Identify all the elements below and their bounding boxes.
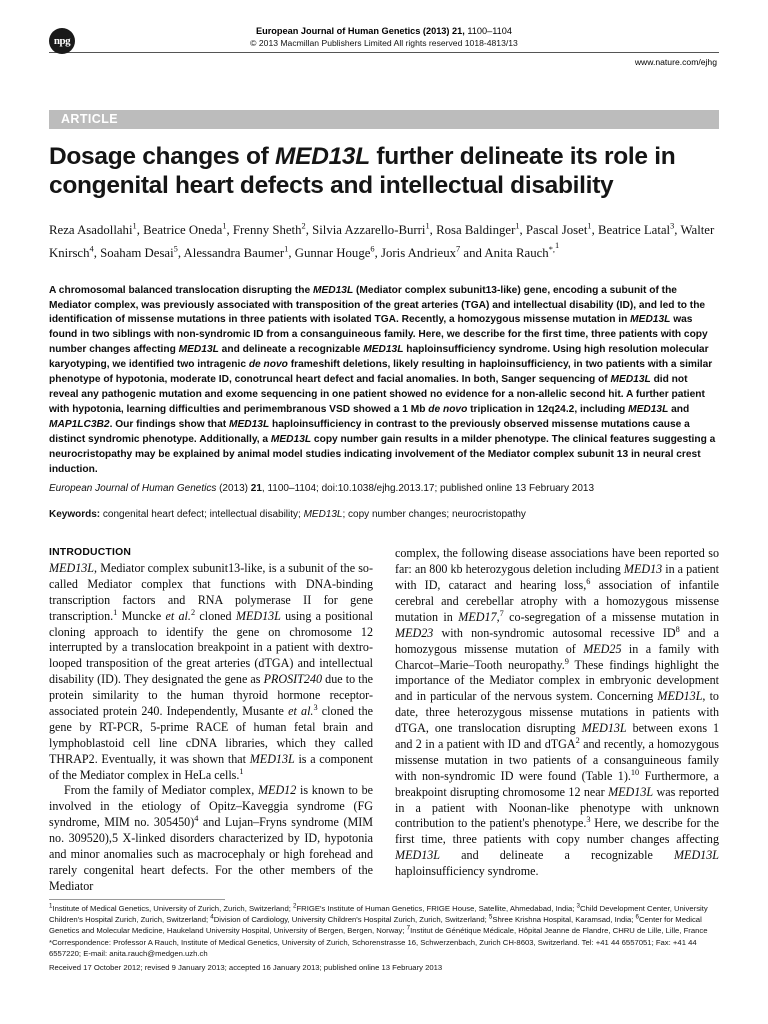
column-left [49, 546, 373, 894]
author-list-text: Reza Asadollahi$^1$, Beatrice Oneda$^1$, Frenny Sheth$^2$, Silvia Azzarello-Burri$^1$, Rosa Baldinger$^1$, Pascal Joset$^1$, Beatrice Latal$^3$, Walter Knirsch$^4$, Soaham Desai$^5$, Alessandra Baumer$^1$, Gunnar Houge$^6$, Joris Andrieux$^7$ and Anita Rauch$^{*,^1}$ [49, 221, 715, 261]
footnotes [49, 899, 719, 974]
journal-citation-line [49, 26, 719, 38]
received-dates: Received 17 October 2012; revised 9 January 2013; accepted 16 January 2013; published online 13 February 2013 [49, 963, 443, 973]
abstract [49, 284, 719, 479]
page-title [49, 143, 719, 201]
title-part-1: Dosage changes of [49, 143, 276, 170]
journal-info [49, 26, 719, 49]
column-right [395, 546, 719, 894]
journal-title: European Journal of Human Genetics (2013) 21, [255, 26, 465, 36]
self-citation-rest: , 1100–1104; doi:10.1038/ejhg.2013.17; published online 13 February 2013 [261, 483, 595, 495]
self-citation-year: (2013) [216, 483, 251, 495]
abstract-text: A chromosomal balanced translocation disrupting the MED13L (Mediator complex subunit13-like) gene, encoding a subunit of the Mediator complex, was previously associated with transposition of the great arteries (TGA) and intellectual disability (ID), and led to the identification of missense mutations in three patients with isolated TGA. Recently, a homozygous missense mutation in MED13L was found in two siblings with non-syndromic ID from a consanguineous family. Here, we describe for the first time, three patients with copy number changes affecting MED13L and delineate a recognizable MED13L haploinsufficiency syndrome. Using high resolution molecular karyotyping, we identified two intragenic de novo frameshift deletions, likely resulting in haploinsufficiency, in two patients with a similar phenotype of hypotonia, moderate ID, conotruncal heart defect and facial anomalies. In both, Sanger sequencing of MED13L did not reveal any pathogenic mutation and exome sequencing in one patient showed no evidence for a non-allelic second hit. A further patient with hypotonia, learning difficulties and perimembranous VSD showed a 1 Mb de novo triplication in 12q24.2, including MED13L and MAP1LC3B2. Our findings show that MED13L haploinsufficiency in contrast to the previously observed missense mutations cause a distinct syndromic phenotype. Additionally, a MED13L copy number gain results in a milder phenotype. The clinical features suggesting a neurocristopathy may be explained by animal model studies indicating involvement of the Mediator complex subunit 13 in neural crest induction. [49, 284, 716, 476]
title-gene-name: MED13L [275, 143, 370, 170]
intro-paragraph-2: From the family of Mediator complex, MED12 is known to be involved in the etiology of Opitz–Kaveggia syndrome (FG syndrome, MIM no. 305450)$^4$ and Lujan–Fryns syndrome (MIM no. 309520),5 X-linked disorders characterized by ID, hypotonia and minor anomalies such as macrocephaly or high forehead and rarely congenital heart defects. For the other members of the Mediator [49, 783, 374, 893]
footnote-divider [49, 899, 225, 900]
keywords-label: Keywords: [49, 509, 101, 521]
correspondence-note: *Correspondence: Professor A Rauch, Institute of Medical Genetics, University of Zurich, Schorenstrasse 16, Schwerzenbach, Zurich CH-8603, Switzerland. Tel: +41 44 6557051; Fax: +41 44 6557220; E-mail: anita.rauch@medgen.uzh.ch [49, 938, 697, 959]
self-citation-journal: European Journal of Human Genetics [49, 483, 217, 495]
author-list [49, 221, 719, 264]
article-type-label: ARTICLE [61, 112, 118, 126]
keywords-text: congenital heart defect; intellectual disability; MED13L; copy number changes; neurocristopathy [100, 509, 526, 521]
journal-weburl: www.nature.com/ejhg [634, 56, 717, 67]
intro-paragraph-1: MED13L, Mediator complex subunit13-like, is a subunit of the so-called Mediator complex that functions with DNA-binding transcription factors and RNA polymerase II for gene transcription.$^1$ Muncke et al.$^2$ cloned MED13L using a positional cloning approach to identify the gene on chromosome 12 interrupted by a translocation breakpoint in a patient with dextro-looped transposition of the great arteries (dTGA) and intellectual disability (ID). They designated the gene as PROSIT240 due to the protein similarity to the human thyroid hormone receptor-associated protein 240. Independently, Musante et al.$^3$ cloned the gene by RT-PCR, 5-prime RACE of human fetal brain and lymphoblastoid cell line cDNA libraries, which they called THRAP2. Eventually, it was shown that MED13L is a component of the Mediator complex in HeLa cells.$^1$ [49, 560, 373, 782]
self-citation-volume: 21 [250, 483, 262, 495]
self-citation [49, 483, 719, 494]
masthead [49, 0, 719, 88]
section-heading-introduction: INTRODUCTION [49, 547, 132, 559]
keywords [49, 509, 719, 520]
article-type-banner [49, 110, 719, 129]
title-part-2: further delineate its role in congenital heart defects and intellectual disability [49, 143, 676, 199]
journal-copyright: © 2013 Macmillan Publishers Limited All rights reserved 1018-4813/13 [250, 37, 518, 48]
intro-paragraph-3: complex, the following disease associations have been reported so far: an 800 kb heterozygous deletion including MED13 in a patient with ID, cataract and hearing loss,$^6$ association of infantile cerebral and cerebellar atrophy with a homozygous missense mutation in MED17,$^7$ co-segregation of a missense mutation in MED23 with non-syndromic autosomal recessive $ID^8$ and a homozygous missense mutation of MED25 in a family with Charcot–Marie–Tooth neuropathy.$^9$ These findings highlight the importance of the Mediator complex in embryonic development and in particular of the nervous system. Concerning MED13L, to date, three heterozygous missense mutations in patients with dTGA, one translocation disrupting MED13L between exons 1 and 2 in a patient with ID and dTGA$^2$ and recently, a homozygous missense mutation in two patients of a consanguineous family with non-syndromic ID were found (Table 1).$^{10}$ Furthermore, a breakpoint disrupting chromosome 12 near MED13L was reported in a patient with Noonan-like phenotype with unknown contribution to the patient's phenotype.$^3$ Here, we describe for the first time, three patients with copy number changes affecting MED13L and delineate a recognizable MED13L haploinsufficiency syndrome. [395, 546, 720, 879]
author-affiliations: $^1$Institute of Medical Genetics, University of Zurich, Zurich, Switzerland; $^2$FRIGE's Institute of Human Genetics, FRIGE House, Satellite, Ahmedabad, India; $^3$Child Development Center, University Children's Hospital Zurich, Zurich, Switzerland; $^4$Division of Cardiology, University Children's Hospital Zurich, Zurich, Switzerland; $^5$Shree Krishna Hospital, Karamsad, India; $^6$Center for Medical Genetics and Molecular Medicine, Haukeland University Hospital, University of Bergen, Bergen, Norway; $^7$Institut de Génétique Médicale, Hôpital Jeanne de Flandre, CHRU de Lille, Lille, France [49, 902, 708, 936]
body-columns [49, 546, 719, 894]
npg-logo: npg [49, 28, 75, 54]
journal-pages: 1100–1104 [464, 26, 512, 36]
